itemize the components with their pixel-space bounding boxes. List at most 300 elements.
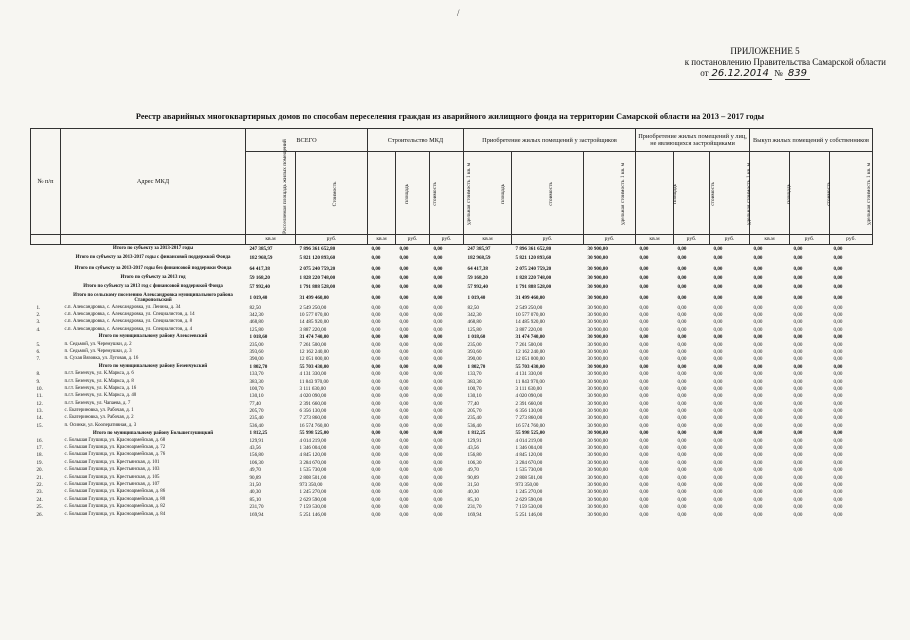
registry-table-wrapper xyxy=(30,128,872,518)
nondeveloper-cost: 0,00 xyxy=(677,467,687,474)
nondeveloper-unit-cost: 0,00 xyxy=(713,245,723,252)
nondeveloper-unit-cost: 0,00 xyxy=(713,504,723,511)
developer-area: 383,30 xyxy=(467,378,482,385)
table-row xyxy=(31,496,873,503)
total-cost: 16 574 760,00 xyxy=(299,422,329,429)
developer-area: 235,00 xyxy=(467,341,482,348)
summary-row xyxy=(31,282,873,293)
buyout-unit-cost: 0,00 xyxy=(833,422,843,429)
total-area: 235,40 xyxy=(249,415,264,422)
build-unit-cost: 0,00 xyxy=(433,408,443,415)
build-unit-cost: 0,00 xyxy=(433,363,443,370)
total-cost: 12 051 000,00 xyxy=(299,356,329,363)
build-unit-cost: 0,00 xyxy=(433,341,443,348)
buyout-area: 0,00 xyxy=(753,496,763,503)
developer-unit-cost: 30 900,00 xyxy=(587,348,608,355)
scan-mark: / xyxy=(457,8,460,18)
row-number: 15. xyxy=(36,422,43,429)
nondeveloper-unit-cost: 0,00 xyxy=(713,430,723,437)
total-cost: 7 261 500,00 xyxy=(299,341,327,348)
developer-cost: 10 577 070,00 xyxy=(515,312,545,318)
row-address: п. Седьмой, ул. Черемушки, д. 3 xyxy=(64,348,132,354)
total-cost: 1 791 888 528,00 xyxy=(299,284,336,291)
row-number xyxy=(31,430,61,437)
total-area: 90,89 xyxy=(249,474,261,481)
nondeveloper-area: 0,00 xyxy=(639,334,649,341)
appendix-block xyxy=(640,46,890,79)
build-cost: 0,00 xyxy=(399,254,409,261)
row-number: 16. xyxy=(36,437,43,444)
nondeveloper-unit-cost: 0,00 xyxy=(713,348,723,355)
build-unit-cost: 0,00 xyxy=(433,481,443,488)
registry-table xyxy=(30,128,873,518)
nondeveloper-cost: 0,00 xyxy=(677,371,687,378)
build-area: 0,00 xyxy=(371,452,381,459)
row-address: п.г.т. Безенчук, ул. К.Маркса, д. 40 xyxy=(64,393,137,399)
nondeveloper-unit-cost: 0,00 xyxy=(713,437,723,444)
total-cost: 1 828 220 748,00 xyxy=(299,275,336,282)
row-address: п.г.т. Безенчук, ул. К.Маркса, д. 6 xyxy=(64,371,134,377)
table-row xyxy=(31,504,873,511)
buyout-cost: 0,00 xyxy=(793,452,803,459)
buyout-unit-cost: 0,00 xyxy=(833,326,843,333)
nondeveloper-area: 0,00 xyxy=(639,437,649,444)
build-area: 0,00 xyxy=(371,326,381,333)
developer-cost: 4 131 330,00 xyxy=(515,371,543,378)
nondeveloper-unit-cost: 0,00 xyxy=(713,341,723,348)
buyout-area: 0,00 xyxy=(753,452,763,459)
summary-row xyxy=(31,430,873,437)
buyout-cost: 0,00 xyxy=(793,304,803,311)
developer-unit-cost: 30 900,00 xyxy=(587,422,608,429)
developer-unit-cost: 30 900,00 xyxy=(587,400,608,407)
row-address: Итого по субъекту за 2013 год с финансовой поддержкой Фонда xyxy=(83,284,223,290)
row-number xyxy=(31,363,61,370)
build-cost: 0,00 xyxy=(399,275,409,282)
build-unit-cost: 0,00 xyxy=(433,326,443,333)
nondeveloper-area: 0,00 xyxy=(639,385,649,392)
developer-cost: 7 261 500,00 xyxy=(515,341,543,348)
nondeveloper-unit-cost: 0,00 xyxy=(713,319,723,326)
developer-unit-cost: 30 900,00 xyxy=(587,304,608,311)
header-address: Адрес МКД xyxy=(61,129,246,235)
buyout-unit-cost: 0,00 xyxy=(833,356,843,363)
nondeveloper-cost: 0,00 xyxy=(677,275,687,282)
developer-cost: 2 391 660,00 xyxy=(515,400,543,407)
buyout-cost: 0,00 xyxy=(793,312,803,318)
appendix-date-line xyxy=(640,68,890,79)
developer-unit-cost: 30 900,00 xyxy=(587,481,608,488)
buyout-unit-cost: 0,00 xyxy=(833,304,843,311)
build-unit-cost: 0,00 xyxy=(433,254,443,261)
buyout-cost: 0,00 xyxy=(793,496,803,503)
buyout-area: 0,00 xyxy=(753,430,763,437)
row-number xyxy=(31,293,61,304)
total-area: 182 968,59 xyxy=(249,254,273,261)
developer-cost: 55 998 525,00 xyxy=(515,430,545,437)
buyout-area: 0,00 xyxy=(753,348,763,355)
row-address: с. Большая Глушица, ул. Крестьянская, д. 101 xyxy=(64,459,160,465)
total-cost: 6 356 130,00 xyxy=(299,408,327,415)
buyout-unit-cost: 0,00 xyxy=(833,445,843,452)
developer-area: 100,70 xyxy=(467,385,482,392)
total-area: 40,30 xyxy=(249,489,261,496)
buyout-area: 0,00 xyxy=(753,295,763,302)
row-number: 4. xyxy=(36,326,41,333)
build-cost: 0,00 xyxy=(399,295,409,302)
buyout-cost: 0,00 xyxy=(793,363,803,370)
row-number: 3. xyxy=(36,319,41,326)
header-group-row xyxy=(31,129,873,152)
row-address: с. Большая Глушица, ул. Красноармейская, д. 80 xyxy=(64,496,166,502)
developer-cost: 12 162 240,00 xyxy=(515,348,545,355)
build-unit-cost: 0,00 xyxy=(433,504,443,511)
table-row xyxy=(31,474,873,481)
build-unit-cost: 0,00 xyxy=(433,304,443,311)
nondeveloper-unit-cost: 0,00 xyxy=(713,254,723,261)
nondeveloper-cost: 0,00 xyxy=(677,504,687,511)
developer-cost: 7 896 361 652,80 xyxy=(515,245,552,252)
developer-area: 536,40 xyxy=(467,422,482,429)
developer-area: 247 385,97 xyxy=(467,245,491,252)
nondeveloper-unit-cost: 0,00 xyxy=(713,489,723,496)
nondeveloper-unit-cost: 0,00 xyxy=(713,452,723,459)
developer-unit-cost: 30 900,00 xyxy=(587,467,608,474)
nondeveloper-cost: 0,00 xyxy=(677,319,687,326)
buyout-unit-cost: 0,00 xyxy=(833,474,843,481)
total-area: 125,80 xyxy=(249,326,264,333)
buyout-area: 0,00 xyxy=(753,481,763,488)
buyout-unit-cost: 0,00 xyxy=(833,275,843,282)
developer-cost: 7 273 860,00 xyxy=(515,415,543,422)
buyout-unit-cost: 0,00 xyxy=(833,467,843,474)
nondeveloper-cost: 0,00 xyxy=(677,312,687,318)
build-area: 0,00 xyxy=(371,496,381,503)
build-unit-cost: 0,00 xyxy=(433,348,443,355)
buyout-unit-cost: 0,00 xyxy=(833,312,843,318)
buyout-cost: 0,00 xyxy=(793,437,803,444)
nondeveloper-area: 0,00 xyxy=(639,341,649,348)
nondeveloper-area: 0,00 xyxy=(639,445,649,452)
row-address: с. Екатериновка, ул. Рабочая, д. 1 xyxy=(64,408,134,414)
developer-unit-cost: 30 900,00 xyxy=(587,511,608,518)
row-address: Итого по субъекту за 2013 год xyxy=(120,275,186,281)
build-unit-cost: 0,00 xyxy=(433,489,443,496)
nondeveloper-area: 0,00 xyxy=(639,467,649,474)
buyout-cost: 0,00 xyxy=(793,504,803,511)
buyout-area: 0,00 xyxy=(753,504,763,511)
build-unit-cost: 0,00 xyxy=(433,312,443,318)
nondeveloper-unit-cost: 0,00 xyxy=(713,378,723,385)
table-row xyxy=(31,356,873,363)
nondeveloper-cost: 0,00 xyxy=(677,393,687,400)
total-cost: 11 843 970,00 xyxy=(299,378,329,385)
total-cost: 3 284 670,00 xyxy=(299,459,327,466)
nondeveloper-cost: 0,00 xyxy=(677,474,687,481)
table-row xyxy=(31,326,873,333)
row-address: Итого по субъекту за 2013-2017 годы xyxy=(112,245,194,251)
header-sub: стоимость xyxy=(396,152,430,235)
header-sub: удельная стоимость 1 кв. м xyxy=(584,152,636,235)
row-address: с. Большая Глушица, ул. Крестьянская, д. 107 xyxy=(64,481,160,487)
nondeveloper-area: 0,00 xyxy=(639,348,649,355)
total-area: 59 168,20 xyxy=(249,275,270,282)
build-area: 0,00 xyxy=(371,254,381,261)
developer-area: 129,91 xyxy=(467,437,482,444)
buyout-cost: 0,00 xyxy=(793,371,803,378)
row-number: 11. xyxy=(36,393,43,400)
buyout-cost: 0,00 xyxy=(793,254,803,261)
total-cost: 31 474 740,00 xyxy=(299,334,329,341)
header-sub: удельная стоимость 1 кв. м xyxy=(430,152,464,235)
number-prefix: № xyxy=(774,68,783,78)
nondeveloper-unit-cost: 0,00 xyxy=(713,326,723,333)
row-address: с. Большая Глушица, ул. Красноармейская, д. 84 xyxy=(64,511,166,517)
row-number: 18. xyxy=(36,452,43,459)
document-title: Реестр аварийных многоквартирных домов по способам переселения граждан из аварийного жилищного фонда на территории Самарской области на 2013 – 2017 годы xyxy=(135,112,765,121)
row-address: с. Екатериновка, ул. Рабочая, д. 2 xyxy=(64,415,134,421)
total-cost: 2 629 590,00 xyxy=(299,496,327,503)
summary-row xyxy=(31,334,873,341)
developer-cost: 1 828 220 748,00 xyxy=(515,275,552,282)
buyout-unit-cost: 0,00 xyxy=(833,489,843,496)
nondeveloper-cost: 0,00 xyxy=(677,415,687,422)
build-unit-cost: 0,00 xyxy=(433,265,443,272)
nondeveloper-unit-cost: 0,00 xyxy=(713,511,723,518)
buyout-unit-cost: 0,00 xyxy=(833,459,843,466)
build-unit-cost: 0,00 xyxy=(433,284,443,291)
row-address: с. Большая Глушица, ул. Красноармейская, д. 72 xyxy=(64,445,166,451)
build-area: 0,00 xyxy=(371,408,381,415)
build-cost: 0,00 xyxy=(399,378,409,385)
nondeveloper-area: 0,00 xyxy=(639,312,649,318)
buyout-cost: 0,00 xyxy=(793,295,803,302)
registry-rows xyxy=(31,245,873,519)
nondeveloper-cost: 0,00 xyxy=(677,430,687,437)
nondeveloper-area: 0,00 xyxy=(639,459,649,466)
total-cost: 55 703 430,00 xyxy=(299,363,329,370)
buyout-unit-cost: 0,00 xyxy=(833,245,843,252)
row-number xyxy=(31,263,61,274)
build-cost: 0,00 xyxy=(399,245,409,252)
developer-cost: 4 845 120,00 xyxy=(515,452,543,459)
header-group-total: ВСЕГО xyxy=(246,129,368,152)
build-unit-cost: 0,00 xyxy=(433,474,443,481)
developer-cost: 2 808 501,00 xyxy=(515,474,543,481)
buyout-unit-cost: 0,00 xyxy=(833,415,843,422)
buyout-area: 0,00 xyxy=(753,275,763,282)
buyout-unit-cost: 0,00 xyxy=(833,393,843,400)
build-cost: 0,00 xyxy=(399,496,409,503)
row-address: Итого по сельскому поселению Александровка муниципального района Ставропольский xyxy=(73,292,233,304)
nondeveloper-cost: 0,00 xyxy=(677,385,687,392)
build-area: 0,00 xyxy=(371,385,381,392)
row-address: Итого по муниципальному району Алексеевский xyxy=(98,334,208,340)
total-area: 49,70 xyxy=(249,467,261,474)
developer-area: 1 802,70 xyxy=(467,363,486,370)
buyout-cost: 0,00 xyxy=(793,474,803,481)
total-cost: 5 821 120 893,60 xyxy=(299,254,336,261)
buyout-cost: 0,00 xyxy=(793,385,803,392)
developer-cost: 3 111 630,00 xyxy=(515,385,542,392)
nondeveloper-cost: 0,00 xyxy=(677,295,687,302)
total-cost: 4 020 090,00 xyxy=(299,393,327,400)
buyout-area: 0,00 xyxy=(753,334,763,341)
nondeveloper-area: 0,00 xyxy=(639,430,649,437)
build-area: 0,00 xyxy=(371,489,381,496)
row-address: с.п. Александровка, с. Александровка, ул. Специалистов, д. 8 xyxy=(64,319,193,325)
nondeveloper-cost: 0,00 xyxy=(677,400,687,407)
total-area: 57 992,40 xyxy=(249,284,270,291)
units-blank xyxy=(31,235,61,245)
buyout-cost: 0,00 xyxy=(793,467,803,474)
buyout-unit-cost: 0,00 xyxy=(833,319,843,326)
table-row xyxy=(31,348,873,355)
build-unit-cost: 0,00 xyxy=(433,459,443,466)
row-address: с. Большая Глушица, ул. Красноармейская, д. 68 xyxy=(64,437,166,443)
total-area: 31,50 xyxy=(249,481,261,488)
build-unit-cost: 0,00 xyxy=(433,445,443,452)
total-area: 43,56 xyxy=(249,445,261,452)
nondeveloper-unit-cost: 0,00 xyxy=(713,459,723,466)
total-area: 133,70 xyxy=(249,371,264,378)
developer-cost: 1 346 004,00 xyxy=(515,445,543,452)
unit-cell: руб. xyxy=(396,235,430,245)
summary-row xyxy=(31,363,873,370)
total-area: 1 812,25 xyxy=(249,430,268,437)
developer-cost: 1 245 270,00 xyxy=(515,489,543,496)
developer-area: 64 417,38 xyxy=(467,265,488,272)
developer-unit-cost: 30 900,00 xyxy=(587,452,608,459)
total-cost: 10 577 070,00 xyxy=(299,312,329,318)
unit-cell: руб. xyxy=(674,235,710,245)
nondeveloper-cost: 0,00 xyxy=(677,326,687,333)
nondeveloper-area: 0,00 xyxy=(639,326,649,333)
developer-cost: 5 821 120 893,60 xyxy=(515,254,552,261)
total-cost: 1 245 270,00 xyxy=(299,489,327,496)
developer-unit-cost: 30 900,00 xyxy=(587,312,608,318)
row-address: п.г.т. Безенчук, ул. Чапаева, д. 7 xyxy=(64,400,131,406)
developer-area: 156,80 xyxy=(467,452,482,459)
build-area: 0,00 xyxy=(371,400,381,407)
build-cost: 0,00 xyxy=(399,334,409,341)
build-cost: 0,00 xyxy=(399,445,409,452)
build-cost: 0,00 xyxy=(399,385,409,392)
build-cost: 0,00 xyxy=(399,400,409,407)
unit-cell: руб. xyxy=(512,235,584,245)
total-area: 468,80 xyxy=(249,319,264,326)
nondeveloper-unit-cost: 0,00 xyxy=(713,295,723,302)
build-cost: 0,00 xyxy=(399,452,409,459)
build-cost: 0,00 xyxy=(399,312,409,318)
developer-unit-cost: 30 900,00 xyxy=(587,437,608,444)
header-no: № п/п xyxy=(31,129,61,235)
nondeveloper-cost: 0,00 xyxy=(677,496,687,503)
developer-unit-cost: 30 900,00 xyxy=(587,378,608,385)
unit-cell: кв.м xyxy=(750,235,790,245)
header-sub: удельная стоимость 1 кв. м xyxy=(830,152,873,235)
developer-cost: 973 350,00 xyxy=(515,481,539,488)
total-area: 342,30 xyxy=(249,312,264,318)
developer-cost: 11 843 970,00 xyxy=(515,378,545,385)
total-area: 100,70 xyxy=(249,385,264,392)
header-group-nondeveloper: Приобретение жилых помещений у лиц, не являющихся застройщиками xyxy=(636,129,750,152)
build-area: 0,00 xyxy=(371,319,381,326)
build-cost: 0,00 xyxy=(399,415,409,422)
buyout-unit-cost: 0,00 xyxy=(833,504,843,511)
build-area: 0,00 xyxy=(371,312,381,318)
buyout-area: 0,00 xyxy=(753,378,763,385)
total-area: 64 417,38 xyxy=(249,265,270,272)
unit-cell: кв.м xyxy=(636,235,674,245)
developer-area: 77,40 xyxy=(467,400,479,407)
row-number: 7. xyxy=(36,356,41,363)
buyout-unit-cost: 0,00 xyxy=(833,363,843,370)
developer-area: 49,70 xyxy=(467,467,479,474)
developer-cost: 3 887 220,00 xyxy=(515,326,543,333)
developer-unit-cost: 30 900,00 xyxy=(587,408,608,415)
nondeveloper-cost: 0,00 xyxy=(677,511,687,518)
developer-cost: 7 159 530,00 xyxy=(515,504,543,511)
total-area: 235,00 xyxy=(249,341,264,348)
total-cost: 31 499 460,00 xyxy=(299,295,329,302)
table-row xyxy=(31,407,873,414)
row-address: Итого по субъекту за 2013-2017 годы без финансовой поддержки Фонда xyxy=(74,266,232,272)
developer-area: 57 992,40 xyxy=(467,284,488,291)
developer-unit-cost: 30 900,00 xyxy=(587,459,608,466)
build-unit-cost: 0,00 xyxy=(433,378,443,385)
buyout-cost: 0,00 xyxy=(793,400,803,407)
header-sub: площадь xyxy=(636,152,674,235)
build-cost: 0,00 xyxy=(399,504,409,511)
total-area: 169,94 xyxy=(249,511,264,518)
buyout-cost: 0,00 xyxy=(793,348,803,355)
nondeveloper-area: 0,00 xyxy=(639,504,649,511)
nondeveloper-unit-cost: 0,00 xyxy=(713,496,723,503)
build-cost: 0,00 xyxy=(399,356,409,363)
developer-unit-cost: 30 900,00 xyxy=(587,363,608,370)
build-unit-cost: 0,00 xyxy=(433,467,443,474)
developer-area: 231,70 xyxy=(467,504,482,511)
buyout-unit-cost: 0,00 xyxy=(833,437,843,444)
unit-cell: руб. xyxy=(710,235,750,245)
developer-area: 125,80 xyxy=(467,326,482,333)
developer-unit-cost: 30 900,00 xyxy=(587,341,608,348)
summary-row xyxy=(31,293,873,304)
buyout-unit-cost: 0,00 xyxy=(833,400,843,407)
unit-cell: руб. xyxy=(790,235,830,245)
total-cost: 973 350,00 xyxy=(299,481,323,488)
developer-unit-cost: 30 900,00 xyxy=(587,245,608,252)
buyout-area: 0,00 xyxy=(753,400,763,407)
row-address: п. Осинки, ул. Кооперативная, д. 3 xyxy=(64,422,137,428)
nondeveloper-area: 0,00 xyxy=(639,474,649,481)
buyout-area: 0,00 xyxy=(753,304,763,311)
appendix-subtitle: к постановлению Правительства Самарской области xyxy=(684,57,886,67)
build-unit-cost: 0,00 xyxy=(433,295,443,302)
nondeveloper-area: 0,00 xyxy=(639,284,649,291)
nondeveloper-unit-cost: 0,00 xyxy=(713,445,723,452)
table-row xyxy=(31,400,873,407)
developer-cost: 3 284 670,00 xyxy=(515,459,543,466)
handwritten-number: 839 xyxy=(785,68,810,80)
total-area: 247 385,97 xyxy=(249,245,273,252)
developer-cost: 5 251 146,00 xyxy=(515,511,543,518)
build-unit-cost: 0,00 xyxy=(433,511,443,518)
row-address: п.г.т. Безенчук, ул. К.Маркса, д. 16 xyxy=(64,385,137,391)
nondeveloper-area: 0,00 xyxy=(639,265,649,272)
build-area: 0,00 xyxy=(371,481,381,488)
